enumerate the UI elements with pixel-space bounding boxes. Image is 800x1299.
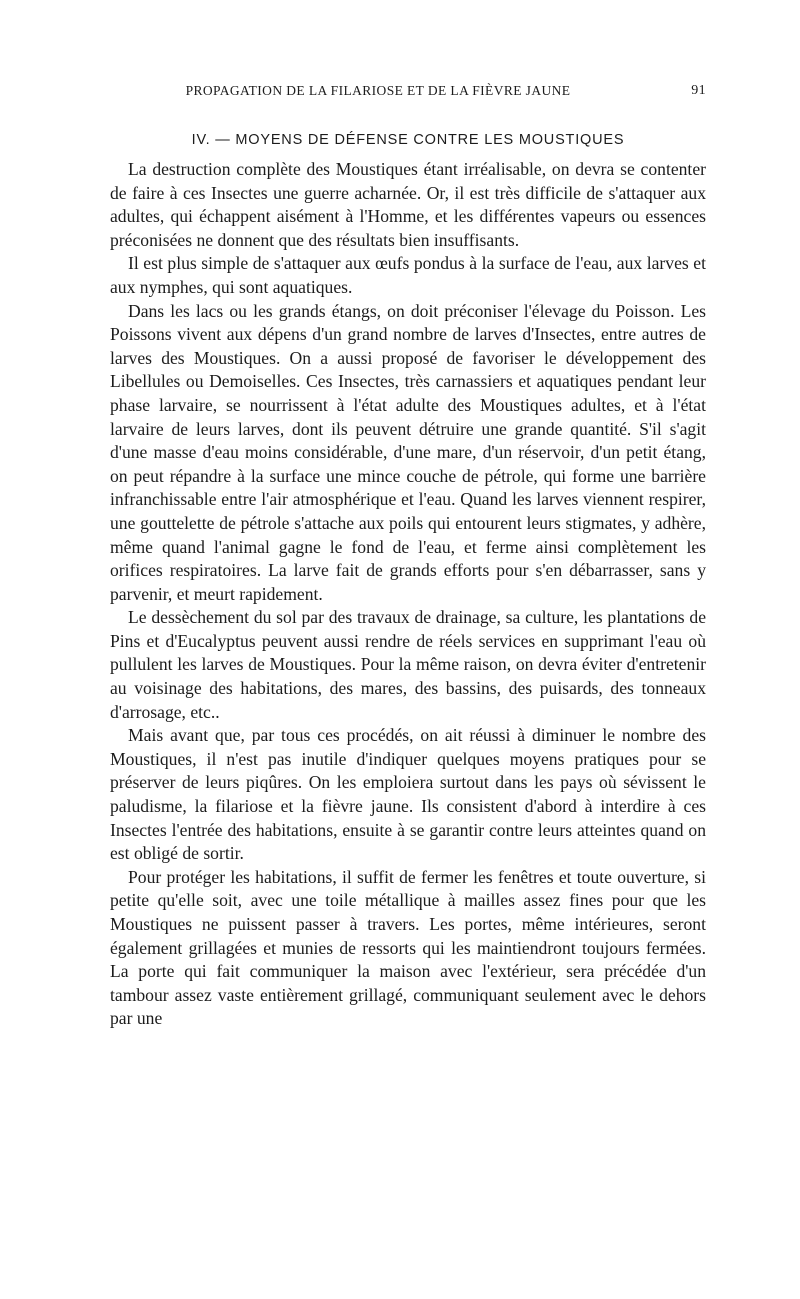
running-head: [110, 80, 706, 104]
paragraph: La destruction complète des Moustiques étant irréalisable, on devra se contenter de faire à ces Insectes une guerre acharnée. Or, il est très difficile de s'attaquer aux adultes, qui échappent aisément à l'Homme, et les différentes vapeurs ou essences préconisées ne donnent que des résultats bien insuffisants.: [110, 159, 706, 250]
page-number: 91: [691, 83, 706, 98]
section-title: IV. — MOYENS DE DÉFENSE CONTRE LES MOUSTIQUES: [191, 132, 625, 148]
paragraph: Il est plus simple de s'attaquer aux œufs pondus à la surface de l'eau, aux larves et aux nymphes, qui sont aquatiques.: [110, 253, 706, 297]
running-title: PROPAGATION DE LA FILARIOSE ET DE LA FIÈVRE JAUNE: [185, 83, 571, 98]
paragraph: Le dessèchement du sol par des travaux de drainage, sa culture, les plantations de Pins et d'Eucalyptus peuvent aussi rendre de réels services en supprimant l'eau où pullulent les larves de Moustiques. Pour la même raison, on devra éviter d'entretenir au voisinage des habitations, des mares, des bassins, des puisards, des tonneaux d'arrosage, etc..: [110, 607, 706, 722]
paragraph: Pour protéger les habitations, il suffit de fermer les fenêtres et toute ouverture, si petite qu'elle soit, avec une toile métallique à mailles assez fines pour que les Moustiques ne puissent passer à travers. Les portes, même intérieures, seront également grillagées et munies de ressorts qui les maintiendront toujours fermées. La porte qui fait communiquer la maison avec l'extérieur, sera précédée d'un tambour assez vaste entièrement grillagé, communiquant seulement avec le dehors par une: [110, 866, 706, 1029]
body-text: [110, 158, 706, 1031]
paragraph: Dans les lacs ou les grands étangs, on doit préconiser l'élevage du Poisson. Les Poissons vivent aux dépens d'un grand nombre de larves d'Insectes, entre autres de larves des Moustiques. On a aussi proposé de favoriser le développement des Libellules ou Demoiselles. Ces Insectes, très carnassiers et aquatiques pendant leur phase larvaire, se nourrissent à l'état adulte des Moustiques adultes, et à l'état larvaire de leurs larves, dont ils peuvent détruire une grande quantité. S'il s'agit d'une masse d'eau moins considérable, d'une mare, d'un réservoir, d'un petit étang, on peut répandre à la surface une mince couche de pétrole, qui forme une barrière infranchissable entre l'air atmosphérique et l'eau. Quand les larves viennent respirer, une gouttelette de pétrole s'attache aux poils qui entourent leurs stigmates, y adhère, même quand l'animal gagne le fond de l'eau, et ferme ainsi complètement les orifices respiratoires. La larve fait de grands efforts pour s'en débarrasser, sans y parvenir, et meurt rapidement.: [110, 300, 706, 604]
paragraph: Mais avant que, par tous ces procédés, on ait réussi à diminuer le nombre des Moustiques, il n'est pas inutile d'indiquer quelques moyens pratiques pour se préserver de leurs piqûres. On les emploiera surtout dans les pays où sévissent le paludisme, la filariose et la fièvre jaune. Ils consistent d'abord à interdire à ces Insectes l'entrée des habitations, ensuite à se garantir contre leurs atteintes quand on est obligé de sortir.: [110, 725, 706, 864]
book-page: [110, 80, 706, 1031]
